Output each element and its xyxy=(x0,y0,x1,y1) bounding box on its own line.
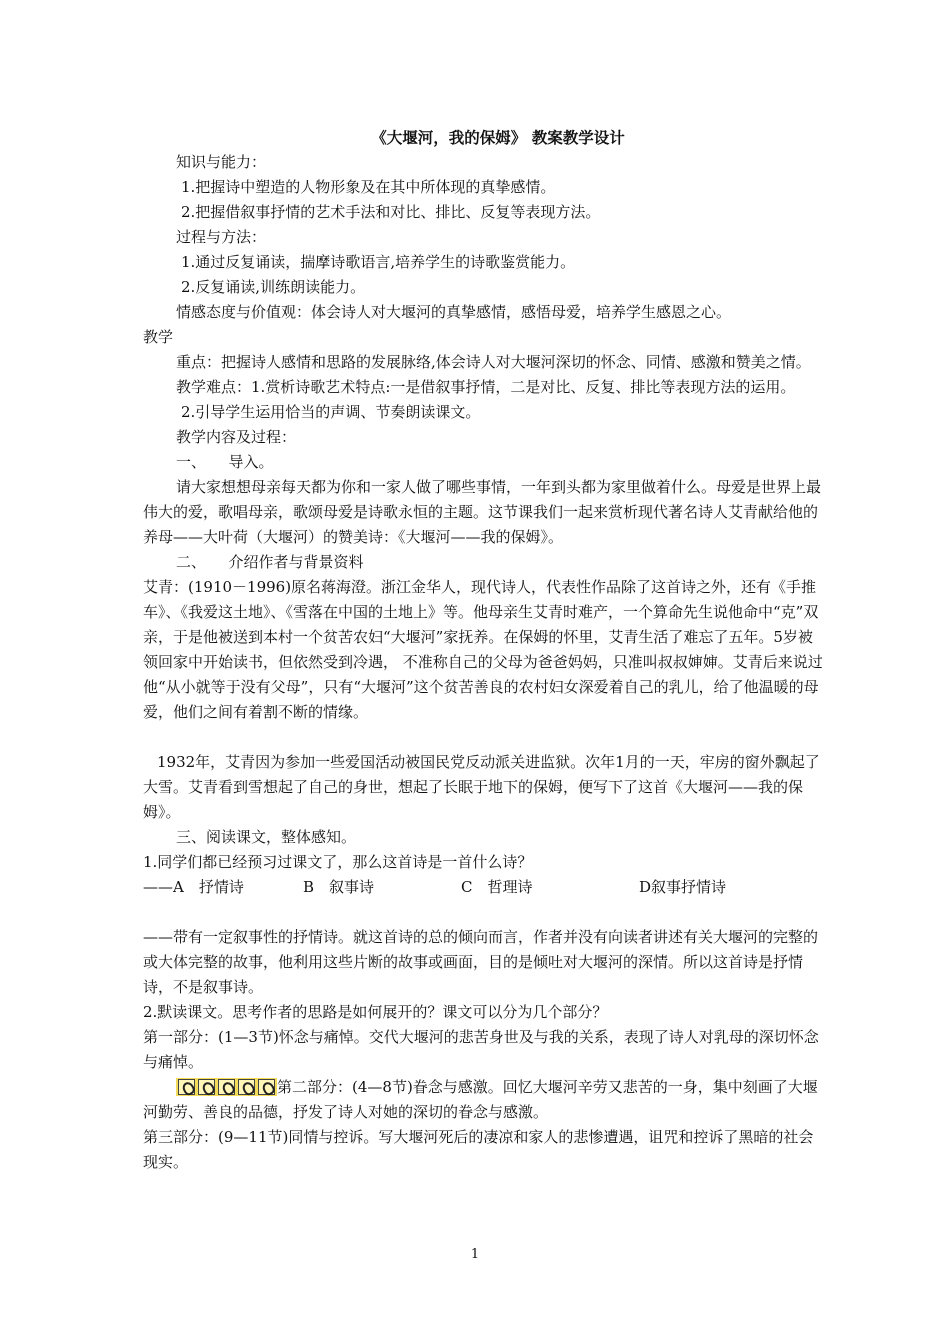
section-heading: 过程与方法： xyxy=(176,228,267,246)
paragraph: 教学 xyxy=(143,328,174,346)
paragraph: 1.通过反复诵读，揣摩诗歌语言,培养学生的诗歌鉴赏能力。 xyxy=(181,253,576,271)
paragraph-text: 第二部分：(4—8节)眷念与感激。回忆大堰河辛劳又悲苦的一身，集中刻画了大堰河勤劳、善良的品德，抒发了诗人对她的深切的眷念与感激。 xyxy=(143,1078,818,1121)
spacer xyxy=(143,725,823,750)
paragraph: 艾青：(1910－1996)原名蒋海澄。浙江金华人，现代诗人，代表性作品除了这首诗之外，还有《手推车》、《我爱这土地》、《雪落在中国的土地上》等。他母亲生艾青时难产，一个算命先生说他命中“克”双亲，于是他被送到本村一个贫苦农妇“大堰河”家抚养。在保姆的怀里，艾青生活了难忘了五年。5岁被领回家中开始读书，但依然受到冷遇， 不准称自己的父母为爸爸妈妈，只准叫叔叔婶婶。艾青后来说过他“从小就等于没有父母”，只有“大堰河”这个贫苦善良的农村妇女深爱着自己的乳儿，给了他温暖的母爱，他们之间有着割不断的情缘。 xyxy=(143,578,823,721)
paragraph: 第一部分：(1—3节)怀念与痛悼。交代大堰河的悲苦身世及与我的关系，表现了诗人对乳母的深切怀念与痛悼。 xyxy=(143,1028,819,1071)
option-c: C 哲理诗 xyxy=(461,878,533,896)
paragraph: 2.默读课文。思考作者的思路是如何展开的？课文可以分为几个部分？ xyxy=(143,1003,608,1021)
paragraph: 情感态度与价值观：体会诗人对大堰河的真挚感情，感悟母爱，培养学生感恩之心。 xyxy=(176,303,732,321)
link-icon xyxy=(218,1079,235,1095)
paragraph: 1.把握诗中塑造的人物形象及在其中所体现的真挚感情。 xyxy=(181,178,556,196)
paragraph: 2.反复诵读,训练朗读能力。 xyxy=(181,278,366,296)
paragraph: 第三部分：(9—11节)同情与控诉。写大堰河死后的凄凉和家人的悲惨遭遇，诅咒和控诉了黑暗的社会现实。 xyxy=(143,1128,814,1171)
link-icon xyxy=(178,1079,195,1095)
spacer xyxy=(143,900,823,925)
section-heading: 三、阅读课文，整体感知。 xyxy=(176,828,357,846)
paragraph: 重点：把握诗人感情和思路的发展脉络,体会诗人对大堰河深切的怀念、同情、感激和赞美之情。 xyxy=(176,353,811,371)
paragraph: 2.引导学生运用恰当的声调、节奏朗读课文。 xyxy=(181,403,481,421)
document-title: 《大堰河，我的保姆》 教案教学设计 xyxy=(371,128,625,147)
option-b: B 叙事诗 xyxy=(303,878,375,896)
paragraph: 1932年，艾青因为参加一些爱国活动被国民党反动派关进监狱。次年1月的一天，牢房的窗外飘起了大雪。艾青看到雪想起了自己的身世，想起了长眠于地下的保姆，便写下了这首《大堰河——我的保姆》。 xyxy=(143,753,820,821)
document-body xyxy=(143,125,823,1175)
paragraph: 教学难点：1.赏析诗歌艺术特点:一是借叙事抒情，二是对比、反复、排比等表现方法的运用。 xyxy=(176,378,796,396)
paragraph: 请大家想想母亲每天都为你和一家人做了哪些事情，一年到头都为家里做着什么。母爱是世界上最伟大的爱，歌唱母亲，歌颂母爱是诗歌永恒的主题。这节课我们一起来赏析现代著名诗人艾青献给他的养母——大叶荷（大堰河）的赞美诗：《大堰河——我的保姆》。 xyxy=(143,478,822,546)
option-a: ——A 抒情诗 xyxy=(143,878,244,896)
section-heading: 教学内容及过程： xyxy=(176,428,297,446)
link-icon xyxy=(238,1079,255,1095)
paragraph: 1.同学们都已经预习过课文了，那么这首诗是一首什么诗？ xyxy=(143,853,533,871)
link-icon xyxy=(258,1079,275,1095)
section-heading: 一、 导入。 xyxy=(176,453,274,471)
paragraph-with-icons xyxy=(143,1075,823,1125)
embedded-icon-strip xyxy=(176,1078,277,1096)
paragraph: ——带有一定叙事性的抒情诗。就这首诗的总的倾向而言，作者并没有向读者讲述有关大堰河的完整的或大体完整的故事，他利用这些片断的故事或画面，目的是倾吐对大堰河的深情。所以这首诗是抒情诗，不是叙事诗。 xyxy=(143,928,819,996)
answer-options xyxy=(143,875,823,900)
option-d: D叙事抒情诗 xyxy=(639,878,727,896)
paragraph: 2.把握借叙事抒情的艺术手法和对比、排比、反复等表现方法。 xyxy=(181,203,601,221)
section-heading: 二、 介绍作者与背景资料 xyxy=(176,553,364,571)
page-number: 1 xyxy=(470,1247,480,1262)
section-heading: 知识与能力： xyxy=(176,153,267,171)
link-icon xyxy=(198,1079,215,1095)
